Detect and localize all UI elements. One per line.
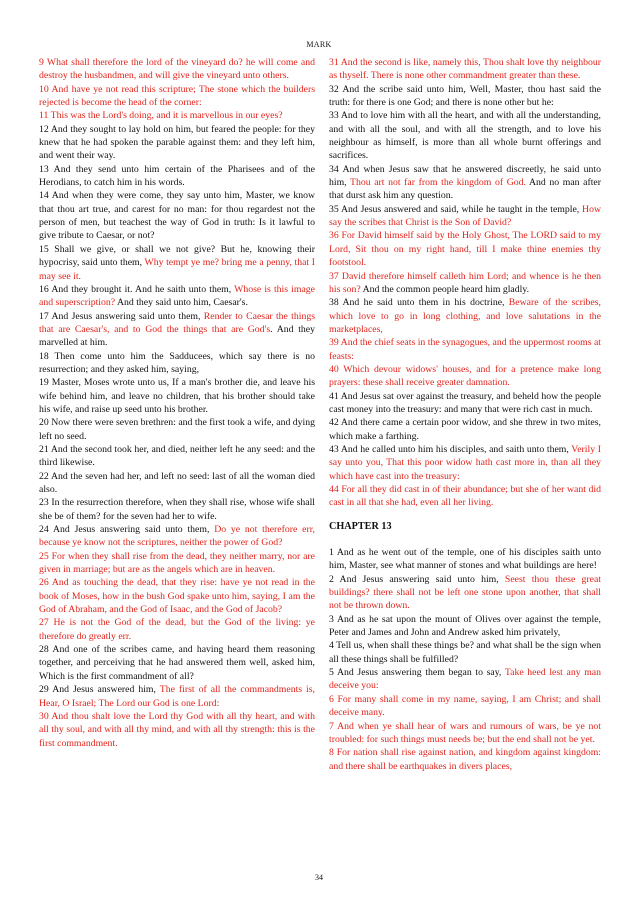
red-letter-text: 44 For all they did cast in of their abundance; but she of her want did cast in all that she had, even all her living. <box>329 484 601 509</box>
verse-text: 32 And the scribe said unto him, Well, Master, thou hast said the truth: for there is one God; and there is none other but he: <box>329 83 601 109</box>
verse-text: 22 And the seven had her, and left no seed: last of all the woman died also. <box>39 470 315 495</box>
verse-text: 23 In the resurrection therefore, when they shall rise, whose wife shall she be of them? for the seven had her to wife. <box>39 497 315 522</box>
verse-text: 17 And Jesus answering said unto them, <box>39 310 204 322</box>
verse <box>329 483 601 510</box>
red-letter-text: 31 And the second is like, namely this, Thou shalt love thy neighbour as thyself. There is none other commandment greater than these. <box>329 57 601 82</box>
verse <box>329 613 601 640</box>
verse-text: 33 And to love him with all the heart, and with all the understanding, and with all the soul, and with all the strength, and to love his neighbour as himself, is more than all whole burnt offerings and sacrifices. <box>329 110 601 162</box>
verse <box>39 189 315 242</box>
red-letter-text: 27 He is not the God of the dead, but the God of the living: ye therefore do greatly err. <box>39 617 315 642</box>
red-letter-text: Why tempt ye me? bring me a penny, that I may see it. <box>39 257 315 282</box>
verse-text: 43 And he called unto him his disciples, and saith unto them, <box>329 443 572 455</box>
red-letter-text: 39 And the chief seats in the synagogues, and the uppermost rooms at feasts: <box>329 337 601 362</box>
red-letter-text: 11 This was the Lord's doing, and it is marvellous in our eyes? <box>39 110 283 122</box>
page-number: 34 <box>315 873 323 882</box>
verse-text: 15 Shall we give, or shall we not give? But he, knowing their hypocrisy, said unto them, <box>39 243 315 269</box>
verse-text: 41 And Jesus sat over against the treasury, and beheld how the people cast money into the treasury: and many that were rich cast in much. <box>329 390 601 415</box>
verse <box>39 83 315 110</box>
verse <box>329 229 601 269</box>
verse <box>39 443 315 470</box>
verse <box>39 376 315 416</box>
red-letter-text: Thou art not far from the kingdom of God. <box>350 177 526 189</box>
verse <box>39 576 315 616</box>
verse-text: 34 And when Jesus saw that he answered discreetly, he said unto him, <box>329 163 601 189</box>
right-column <box>329 56 601 773</box>
verse-text: 29 And Jesus answered him, <box>39 684 160 696</box>
verse <box>39 109 315 122</box>
red-letter-text: 40 Which devour widows' houses, and for a pretence make long prayers: these shall receive greater damnation. <box>329 363 601 389</box>
verse-text: 19 Master, Moses wrote unto us, If a man's brother die, and leave his wife behind him, and leave no children, that his brother should take his wife, and raise up seed unto his brother. <box>39 377 315 415</box>
red-letter-text: Take heed lest any man deceive you: <box>329 667 601 692</box>
verse-text: 24 And Jesus answering said unto them, <box>39 524 215 536</box>
verse <box>329 746 601 773</box>
red-letter-text: 30 And thou shalt love the Lord thy God with all thy heart, and with all thy soul, and with all thy mind, and with all thy strength: this is the first commandment. <box>39 710 315 749</box>
verse-text: 4 Tell us, when shall these things be? and what shall be the sign when all these things shall be fulfilled? <box>329 640 601 665</box>
red-letter-text: 6 For many shall come in my name, saying, I am Christ; and shall deceive many. <box>329 693 601 719</box>
verse <box>39 416 315 443</box>
verse-text: 35 And Jesus answered and said, while he taught in the temple, <box>329 203 583 215</box>
verse <box>329 546 601 573</box>
verse-text: 3 And as he sat upon the mount of Olives over against the temple, Peter and James and John and Andrew asked him privately, <box>329 613 601 639</box>
verse <box>39 243 315 283</box>
verse-text: 21 And the second took her, and died, neither left he any seed: and the third likewise. <box>39 443 315 469</box>
verse <box>329 443 601 483</box>
verse <box>329 416 601 443</box>
verse-text: 18 Then come unto him the Sadducees, which say there is no resurrection; and they asked him, saying, <box>39 350 315 375</box>
red-letter-text: How say the scribes that Christ is the Son of David? <box>329 203 601 229</box>
verse <box>39 496 315 523</box>
verse-text: And no man after that durst ask him any question. <box>329 177 601 202</box>
verses-chapter-12-end <box>329 56 601 510</box>
red-letter-text: Seest thou these great buildings? there shall not be left one stone upon another, that shall not be thrown down. <box>329 573 601 612</box>
verse <box>329 203 601 230</box>
left-column <box>39 56 315 750</box>
verse <box>329 296 601 336</box>
red-letter-text: Render to Caesar the things that are Caesar's, and to God the things that are God's <box>39 310 315 335</box>
verse <box>39 283 315 310</box>
verse <box>329 109 601 162</box>
verse <box>329 693 601 720</box>
verse <box>39 616 315 643</box>
verse-text: 42 And there came a certain poor widow, and she threw in two mites, which make a farthing. <box>329 417 601 442</box>
verse-text: 20 Now there were seven brethren: and the first took a wife, and dying left no seed. <box>39 417 315 442</box>
verse <box>39 350 315 377</box>
verse-text: 28 And one of the scribes came, and having heard them reasoning together, and perceiving that he had answered them well, asked him, Which is the first commandment of all? <box>39 644 315 682</box>
red-letter-text: Whose is this image and superscription? <box>39 283 315 309</box>
verse-text: 2 And Jesus answering said unto him, <box>329 573 505 585</box>
verse <box>39 123 315 163</box>
verse <box>39 523 315 550</box>
verse <box>39 683 315 710</box>
verse-text: And they said unto him, Caesar's. <box>115 297 248 309</box>
verse-text: 14 And when they were come, they say unto him, Master, we know that thou art true, and carest for no man: for thou regardest not the person of men, but teachest the way of God in truth: Is it lawful to give tribute to Caesar, or not? <box>39 190 315 242</box>
verse-text: . And they marvelled at him. <box>39 323 315 349</box>
verse <box>39 643 315 683</box>
verse-text: 16 And they brought it. And he saith unto them, <box>39 283 235 295</box>
red-letter-text: Do ye not therefore err, because ye know not the scriptures, neither the power of God? <box>39 524 315 549</box>
verse-text: And the common people heard him gladly. <box>360 283 530 295</box>
verse <box>39 56 315 83</box>
verse <box>39 163 315 190</box>
red-letter-text: 26 And as touching the dead, that they rise: have ye not read in the book of Moses, how in the bush God spake unto him, saying, I am the God of Abraham, and the God of Isaac, and the God of Jacob? <box>39 577 315 616</box>
verse <box>329 83 601 110</box>
red-letter-text: Beware of the scribes, which love to go in long clothing, and love salutations in the marketplaces, <box>329 297 601 335</box>
verse <box>329 666 601 693</box>
verse <box>329 270 601 297</box>
verse-text: 13 And they send unto him certain of the Pharisees and of the Herodians, to catch him in his words. <box>39 163 315 189</box>
verse <box>39 310 315 350</box>
verses-chapter-13 <box>329 546 601 773</box>
red-letter-text: 36 For David himself said by the Holy Ghost, The LORD said to my Lord, Sit thou on my right hand, till I make thine enemies thy footstool. <box>329 230 601 269</box>
red-letter-text: 25 For when they shall rise from the dead, they neither marry, nor are given in marriage; but are as the angels which are in heaven. <box>39 550 315 576</box>
verse-text: 5 And Jesus answering them began to say, <box>329 667 505 679</box>
verse <box>329 390 601 417</box>
verse <box>39 710 315 750</box>
red-letter-text: 9 What shall therefore the lord of the vineyard do? he will come and destroy the husbandmen, and will give the vineyard unto others. <box>39 57 315 82</box>
verse <box>329 336 601 363</box>
verse-text: 12 And they sought to lay hold on him, but feared the people: for they knew that he had spoken the parable against them: and they left him, and went their way. <box>39 123 315 162</box>
verse-text: 1 And as he went out of the temple, one of his disciples saith unto him, Master, see what manner of stones and what buildings are here! <box>329 547 601 572</box>
red-letter-text: 7 And when ye shall hear of wars and rumours of wars, be ye not troubled: for such things must needs be; but the end shall not be yet. <box>329 720 601 745</box>
verse <box>329 56 601 83</box>
verse <box>329 639 601 666</box>
verse <box>39 550 315 577</box>
red-letter-text: The first of all the commandments is, Hear, O Israel; The Lord our God is one Lord: <box>39 684 315 709</box>
chapter-heading: CHAPTER 13 <box>329 520 392 532</box>
verse-text: 38 And he said unto them in his doctrine, <box>329 297 509 309</box>
verse <box>329 573 601 613</box>
red-letter-text: Verily I say unto you, That this poor widow hath cast more in, than all they which have cast into the treasury: <box>329 443 601 482</box>
running-head: MARK <box>306 40 332 49</box>
verse <box>39 470 315 497</box>
red-letter-text: 10 And have ye not read this scripture; The stone which the builders rejected is become the head of the corner: <box>39 83 315 109</box>
red-letter-text: 8 For nation shall rise against nation, and kingdom against kingdom: and there shall be earthquakes in divers places, <box>329 747 601 772</box>
verse <box>329 363 601 390</box>
red-letter-text: 37 David therefore himself calleth him Lord; and whence is he then his son? <box>329 270 601 295</box>
verse <box>329 720 601 747</box>
verse <box>329 163 601 203</box>
